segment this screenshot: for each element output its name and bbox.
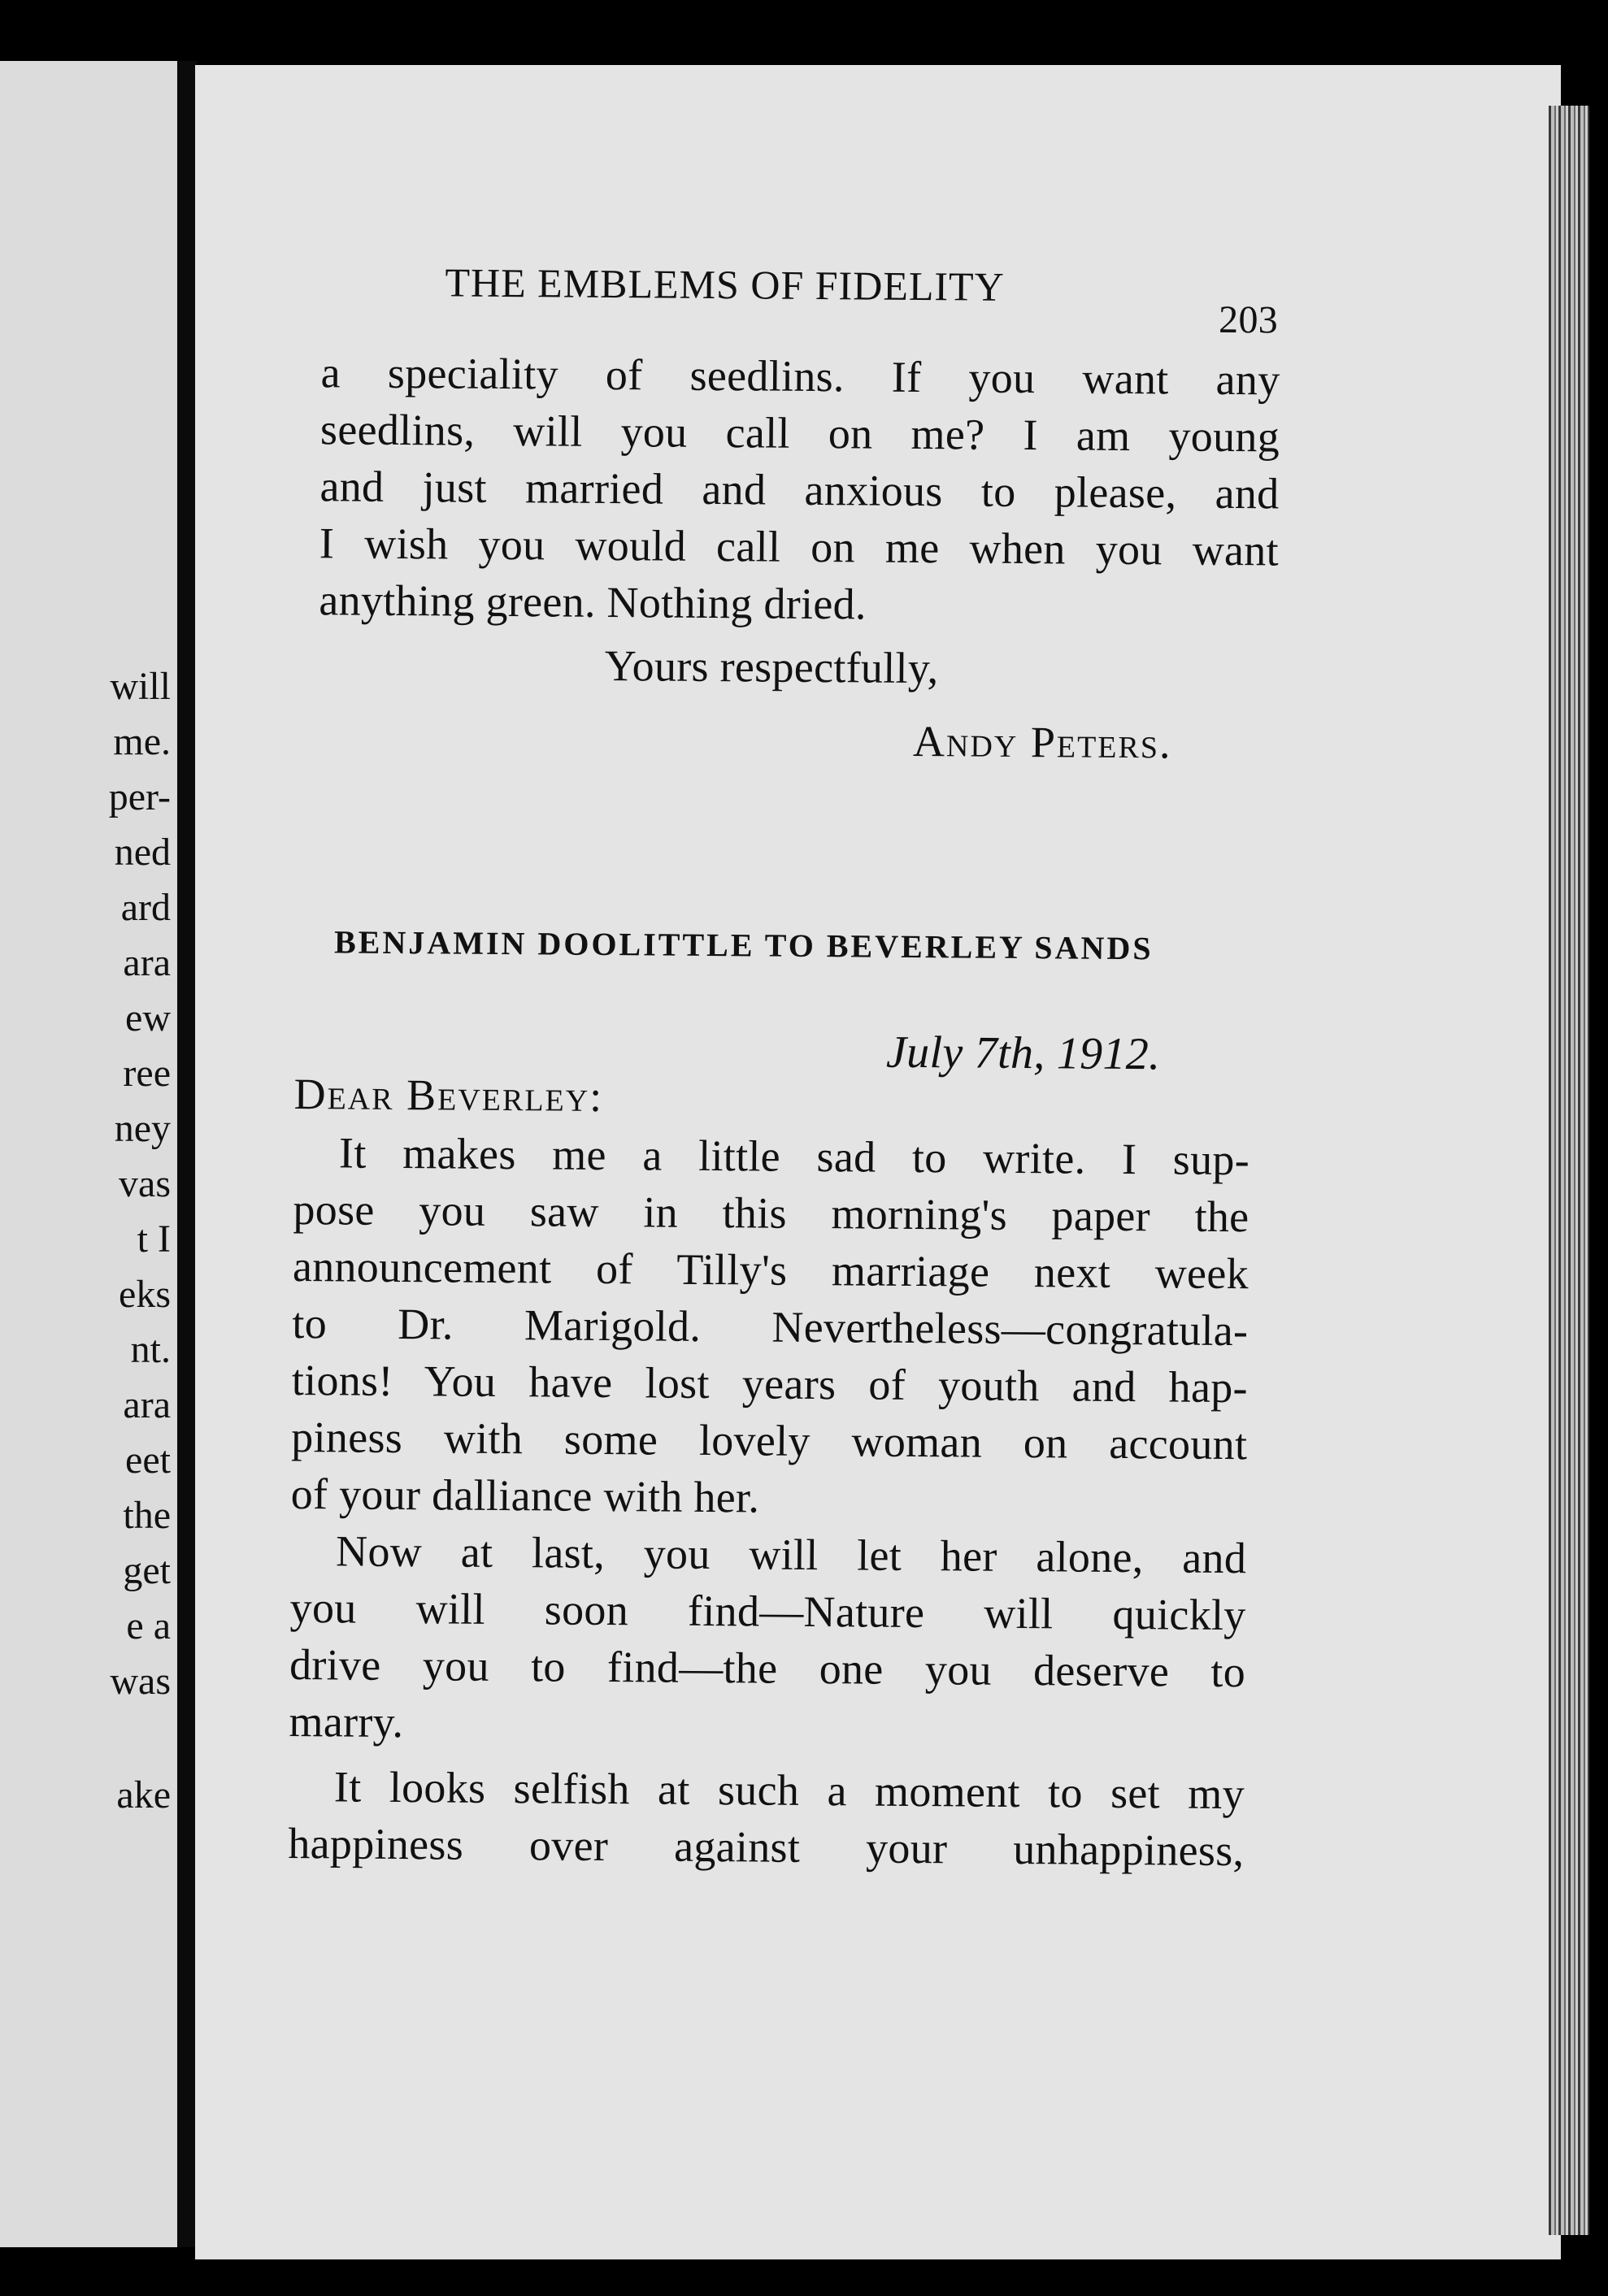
left-fragment: ned xyxy=(114,831,171,874)
left-fragment: will xyxy=(110,665,171,708)
letter2-line: It looks selfish at such a moment to set my xyxy=(333,1762,1245,1819)
letter2-line: piness with some lovely woman on account xyxy=(291,1412,1248,1469)
left-fragment: was xyxy=(110,1660,171,1703)
left-fragment: t I xyxy=(137,1217,171,1261)
left-fragment: ew xyxy=(125,996,171,1039)
left-fragment: ara xyxy=(123,941,171,984)
letter1-closing: Yours respectfully, xyxy=(604,640,939,693)
letter2-line: It makes me a little sad to write. I sup- xyxy=(338,1128,1250,1185)
left-fragment: eks xyxy=(119,1273,171,1316)
left-fragment: vas xyxy=(119,1162,171,1205)
letter2-line: Now at last, you will let her alone, and xyxy=(335,1526,1247,1583)
left-fragment: ney xyxy=(114,1107,171,1150)
letter2-line: marry. xyxy=(289,1696,404,1747)
left-fragment: nt. xyxy=(130,1328,171,1371)
left-fragment: ara xyxy=(123,1383,171,1426)
left-fragment: e a xyxy=(126,1604,171,1647)
left-fragment: per- xyxy=(108,775,171,818)
page-number: 203 xyxy=(1218,297,1279,342)
letter1-signature: Andy Peters. xyxy=(912,716,1172,768)
left-fragment: get xyxy=(123,1549,171,1592)
left-fragment: ree xyxy=(123,1052,171,1095)
letter2-title: BENJAMIN DOOLITTLE TO BEVERLEY SANDS xyxy=(333,923,1154,967)
letter1-line: and just married and anxious to please, and xyxy=(319,462,1280,519)
letter2-line: tions! You have lost years of youth and hap- xyxy=(291,1355,1249,1413)
left-fragment: ake xyxy=(116,1773,171,1816)
left-fragment: eet xyxy=(125,1439,171,1482)
running-head: THE EMBLEMS OF FIDELITY xyxy=(445,259,1005,310)
letter2-line: drive you to find—the one you deserve to xyxy=(289,1639,1246,1697)
letter2-line: happiness over against your unhappiness, xyxy=(288,1818,1245,1876)
left-fragment: the xyxy=(123,1494,171,1537)
left-fragment: ard xyxy=(120,886,171,929)
letter1-line: I wish you would call on me when you want xyxy=(319,519,1280,575)
letter2-line: to Dr. Marigold. Nevertheless—congratula- xyxy=(292,1298,1249,1356)
letter2-line: announcement of Tilly's marriage next week xyxy=(292,1241,1249,1299)
left-fragment: me. xyxy=(113,720,171,763)
letter2-date: July 7th, 1912. xyxy=(885,1026,1161,1080)
letter1-line: anything green. Nothing dried. xyxy=(319,575,867,629)
letter1-line: a speciality of seedlins. If you want any xyxy=(320,348,1280,405)
letter2-line: of your dalliance with her. xyxy=(290,1469,760,1522)
letter2-line: you will soon find—Nature will quickly xyxy=(289,1582,1246,1640)
letter2-line: pose you saw in this morning's paper the xyxy=(293,1184,1249,1242)
letter1-line: seedlins, will you call on me? I am young xyxy=(319,405,1280,462)
letter2-salutation: Dear Beverley: xyxy=(293,1069,604,1121)
